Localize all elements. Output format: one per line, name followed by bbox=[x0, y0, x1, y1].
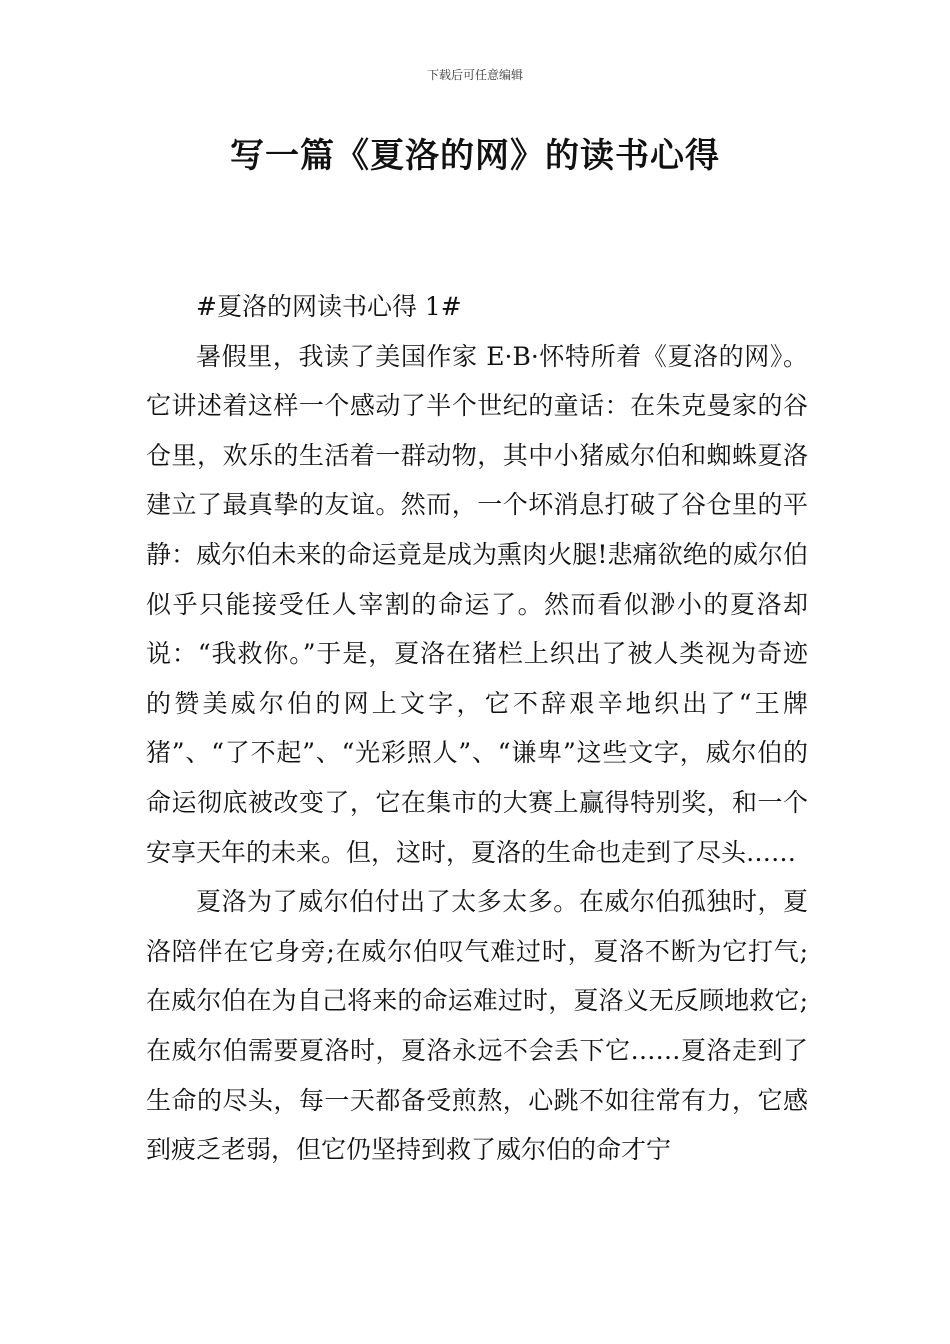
paragraph-1: 暑假里，我读了美国作家 E·B·怀特所着《夏洛的网》。它讲述着这样一个感动了半个世纪的童话：在朱克曼家的谷仓里，欢乐的生活着一群动物，其中小猪威尔伯和蜘蛛夏洛建立了最真挚的友谊。然而，一个坏消息打破了谷仓里的平静：威尔伯未来的命运竟是成为熏肉火腿!悲痛欲绝的威尔伯似乎只能接受任人宰割的命运了。然而看似渺小的夏洛却说：“我救你。”于是，夏洛在猪栏上织出了被人类视为奇迹的赞美威尔伯的网上文字，它不辞艰辛地织出了“王牌猪”、“了不起”、“光彩照人”、“谦卑”这些文字，威尔伯的命运彻底被改变了，它在集市的大赛上赢得特别奖，和一个安享天年的未来。但，这时，夏洛的生命也走到了尽头…… bbox=[146, 341, 808, 867]
page-title: 写一篇《夏洛的网》的读书心得 bbox=[230, 136, 720, 176]
section-heading: #夏洛的网读书心得 1# bbox=[196, 292, 462, 321]
document-body bbox=[146, 282, 808, 1175]
paragraph-2: 夏洛为了威尔伯付出了太多太多。在威尔伯孤独时，夏洛陪伴在它身旁;在威尔伯叹气难过时，夏洛不断为它打气;在威尔伯在为自己将来的命运难过时，夏洛义无反顾地救它;在威尔伯需要夏洛时，夏洛永远不会丢下它……夏洛走到了生命的尽头，每一天都备受煎熬，心跳不如往常有力，它感到疲乏老弱，但它仍坚持到救了威尔伯的命才宁 bbox=[146, 887, 808, 1165]
header-note: 下载后可任意编辑 bbox=[426, 68, 523, 82]
